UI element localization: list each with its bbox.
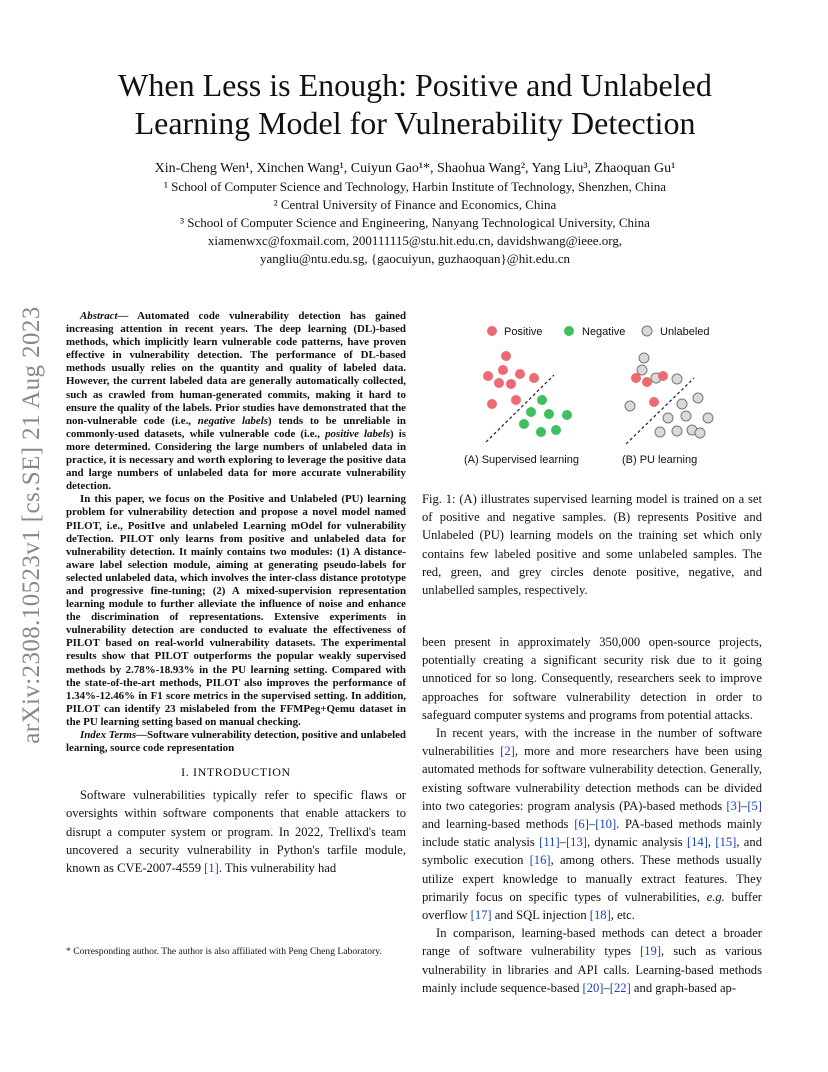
- right-paragraph-1: been present in approximately 350,000 open-source projects, potentially creating a significant security risk due to it going unnoticed for so long. Consequently, researchers seek to improve approaches for software vulnerability detection in order to safeguard computer systems and programs from potential attacks.: [422, 635, 762, 722]
- citation-link[interactable]: [18]: [589, 908, 611, 923]
- citation-link[interactable]: [11]: [539, 835, 560, 850]
- index-terms: Index Terms—Software vulnerability detection, positive and unlabeled learning, source code representation: [66, 729, 406, 755]
- citation-link[interactable]: [10]: [595, 817, 617, 832]
- author-list: Xin-Cheng Wen¹, Xinchen Wang¹, Cuiyun Gao¹*, Shaohua Wang², Yang Liu³, Zhaoquan Gu¹: [154, 161, 676, 176]
- citation-link[interactable]: [3]: [726, 798, 742, 813]
- title-line-2: Learning Model for Vulnerability Detection: [134, 105, 696, 141]
- legend-positive-dot: [487, 326, 497, 336]
- right-paragraph-3: In comparison, learning-based methods can detect a broader range of software vulnerability types [19], such as various vulnerability in libraries and API calls. Learning-based methods mainly include sequence-based [20]–[22] and graph-based ap-: [422, 926, 762, 995]
- abstract-paragraph-2: In this paper, we focus on the Positive and Unlabeled (PU) learning problem for vulnerability detection and propose a novel model named PILOT, i.e., PositIve and unlabeled Learning mOdel for vulnerability deTection. PILOT only learns from positive and unlabeled data for vulnerability detection. It mainly contains two modules: (1) A distance-aware label selection module, aiming at generating pseudo-labels for selected unlabeled data, which involves the inter-class distance prototype and progressive fine-tuning; (2) A mixed-supervision representation learning module to further alleviate the influence of noise and enhance the discrimination of representations. Extensive experiments in vulnerability detection are conducted to evaluate the effectiveness of PILOT based on real-world vulnerability datasets. The experimental results show that PILOT outperforms the popular weakly supervised methods by 2.78%-18.93% in the PU learning setting. Compared with the state-of-the-art methods, PILOT also improves the performance of 1.34%-12.46% in F1 score metrics in the supervised setting. In addition, PILOT can identify 23 mislabeled from the FFMPeg+Qemu dataset in the PU learning setting based on manual checking.: [66, 493, 406, 728]
- arxiv-side-label: arXiv:2308.10523v1 [cs.SE] 21 Aug 2023: [18, 306, 45, 744]
- citation-link[interactable]: [22]: [609, 980, 631, 995]
- citation-link[interactable]: [2]: [500, 744, 515, 759]
- left-column: [66, 310, 406, 877]
- title-line-1: When Less is Enough: Positive and Unlabeled: [118, 67, 712, 103]
- author-block: [60, 160, 770, 268]
- legend-negative-dot: [564, 326, 574, 336]
- figure-1: [456, 318, 766, 468]
- figure-1-graphic: [456, 318, 766, 468]
- figure-caption-block: [422, 490, 762, 599]
- right-paragraph-2: In recent years, with the increase in the number of software vulnerabilities [2], more and more researchers have been using automated methods for software vulnerability detection. Generally, existing software vulnerability detection methods can be divided into two categories: program analysis (PA)-based methods [3]–[5] and learning-based methods [6]–[10]. PA-based methods mainly include static analysis [11]–[13], dynamic analysis [14], [15], and symbolic execution [16], among others. These methods usually utilize expert knowledge to manually extract features. They primarily focus on specific types of vulnerabilities, e.g. buffer overflow [17] and SQL injection [18], etc.: [422, 726, 763, 923]
- emails-line-1: xiamenwxc@foxmail.com, 200111115@stu.hit.edu.cn, davidshwang@ieee.org,: [207, 233, 623, 248]
- citation-link[interactable]: [16]: [529, 853, 551, 868]
- legend-unlabeled-label: Unlabeled: [660, 326, 710, 338]
- emails-line-2: yangliu@ntu.edu.sg, {gaocuiyun, guzhaoquan}@hit.edu.cn: [259, 251, 571, 266]
- citation-link[interactable]: [17]: [470, 908, 492, 923]
- citation-link[interactable]: [15]: [715, 835, 737, 850]
- affiliation-2: ² Central University of Finance and Economics, China: [273, 197, 557, 212]
- legend-negative-label: Negative: [582, 326, 626, 338]
- citation-link[interactable]: [13]: [565, 835, 587, 850]
- section-heading-introduction: I. INTRODUCTION: [181, 765, 291, 780]
- citation-link[interactable]: [20]: [582, 980, 604, 995]
- citation-link[interactable]: [1]: [204, 861, 219, 875]
- affiliation-1: ¹ School of Computer Science and Technology, Harbin Institute of Technology, Shenzhen, China: [163, 179, 667, 194]
- right-column-text: [422, 633, 762, 997]
- panel-b-label: (B) PU learning: [622, 454, 698, 466]
- panel-a-points: [483, 351, 572, 442]
- legend-positive-label: Positive: [504, 326, 543, 338]
- panel-a-label: (A) Supervised learning: [464, 454, 579, 466]
- footnote: * Corresponding author. The author is also affiliated with Peng Cheng Laboratory.: [66, 946, 382, 957]
- legend-unlabeled-dot: [642, 326, 652, 336]
- figure-1-caption: Fig. 1: (A) illustrates supervised learning model is trained on a set of positive and negative samples. (B) represents Positive and Unlabeled (PU) learning models on the training set which only contains few labeled positive and some unlabeled samples. The red, green, and grey circles denote positive, negative, and unlabelled samples, respectively.: [422, 492, 762, 598]
- paper-title: [60, 66, 770, 142]
- citation-link[interactable]: [6]: [574, 817, 589, 832]
- abstract-paragraph-1: Abstract— Automated code vulnerability detection has gained increasing attention in recent years. The deep learning (DL)-based methods, which implicitly learn vulnerable code patterns, have proven effective in vulnerability detection. The performance of DL-based methods usually relies on the quantity and quality of labeled data. However, the current labeled data are generally automatically collected, such as crawled from human-generated commits, making it hard to ensure the quality of the labels. Prior studies have demonstrated that the non-vulnerable code (i.e., negative labels) tends to be unreliable in commonly-used datasets, while vulnerable code (i.e., positive labels) is more determined. Considering the large numbers of unlabeled data in practice, it is necessary and worth exploring to leverage the positive data and large numbers of unlabeled data for more accurate vulnerability detection.: [66, 310, 406, 493]
- citation-link[interactable]: [19]: [640, 944, 662, 959]
- panel-b-points: [625, 353, 713, 438]
- citation-link[interactable]: [14]: [686, 835, 708, 850]
- citation-link[interactable]: [5]: [747, 798, 762, 813]
- affiliation-3: ³ School of Computer Science and Engineering, Nanyang Technological University, China: [180, 215, 650, 230]
- intro-paragraph-1: Software vulnerabilities typically refer to specific flaws or oversights within software components that enable attackers to disrupt a computer system or program. In 2022, Trellixd's team uncovered a security vulnerability in Python's tarfile module, known as CVE-2007-4559 [1]. This vulnerability had: [66, 788, 406, 875]
